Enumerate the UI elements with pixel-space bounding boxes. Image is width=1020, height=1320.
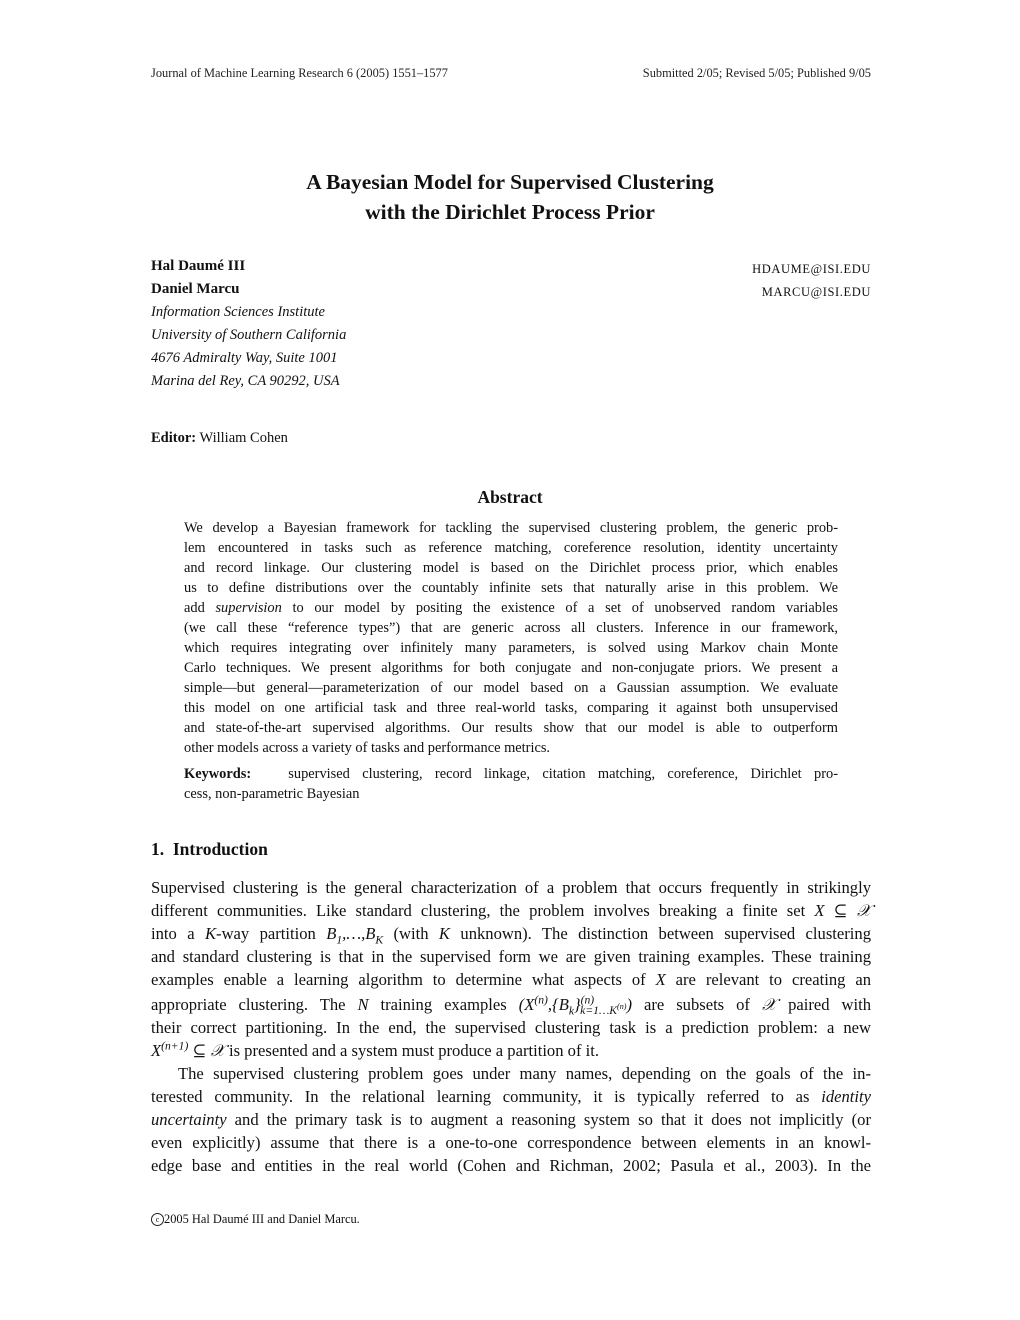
abstract-line: (we call these “reference types”) that are generic across all clusters. Inference in our framework, — [184, 620, 838, 636]
body-line: Supervised clustering is the general characterization of a problem that occurs frequently in strikingly — [151, 878, 871, 897]
abstract-line: other models across a variety of tasks and performance metrics. — [184, 740, 551, 756]
body-text: different communities. Like standard clustering, the problem involves breaking a finite set — [151, 901, 806, 920]
abstract-line: which requires integrating over infinitely many parameters, is solved using Markov chain Monte — [184, 640, 838, 656]
body-text: (with — [393, 924, 429, 943]
author-name-2: Daniel Marcu — [151, 281, 240, 297]
body-line — [151, 970, 871, 990]
editor-name: William Cohen — [199, 430, 288, 446]
math-new-x: $X^{(n+1)}$ ⊆ 𝒳 — [151, 1039, 225, 1060]
affiliation-line: Marina del Rey, CA 90292, USA — [151, 373, 340, 389]
math-partition: $B_1,\dots,B_K$ — [326, 924, 384, 947]
abstract-line — [184, 598, 838, 618]
math-x-subset: X ⊆ 𝒳 — [814, 901, 871, 920]
math-k: K — [204, 924, 217, 943]
copyright-icon: c — [151, 1213, 164, 1226]
copyright-footer — [151, 1212, 360, 1227]
body-line: and standard clustering is that in the supervised form we are given training examples. These training — [151, 947, 871, 966]
math-script-x: 𝒳 — [761, 995, 777, 1014]
paper-title-line-1: A Bayesian Model for Supervised Clustering — [306, 170, 714, 194]
abstract-line: and record linkage. Our clustering model is based on the Dirichlet process prior, which enables — [184, 560, 838, 576]
body-text: are relevant to creating an — [675, 970, 871, 989]
body-line — [151, 993, 871, 1018]
keywords-text: supervised clustering, record linkage, citation matching, coreference, Dirichlet pro- — [288, 766, 838, 782]
affiliation-line: 4676 Admiralty Way, Suite 1001 — [151, 350, 338, 366]
abstract-text: add — [184, 600, 205, 616]
abstract-text: to our model by positing the existence of a set of unobserved random variables — [292, 600, 838, 616]
journal-header: Journal of Machine Learning Research 6 (2005) 1551–1577 — [151, 66, 448, 80]
editor-line — [151, 430, 288, 447]
body-line: edge base and entities in the real world (Cohen and Richman, 2002; Pasula et al., 2003). In the — [151, 1156, 871, 1175]
body-line — [151, 1041, 871, 1061]
abstract-line: us to define distributions over the countably infinite sets that naturally arise in this problem. We — [184, 580, 838, 596]
body-text: are subsets of — [644, 995, 750, 1014]
body-line — [151, 901, 871, 921]
abstract-line: We develop a Bayesian framework for tackling the supervised clustering problem, the generic prob- — [184, 520, 838, 536]
emphasis-uncertainty: uncertainty — [151, 1110, 227, 1129]
section-number: 1. — [151, 839, 165, 859]
keywords-line — [184, 764, 838, 784]
abstract-line: simple—but general—parameterization of our model based on a Gaussian assumption. We evaluate — [184, 680, 838, 696]
body-line: The supervised clustering problem goes under many names, depending on the goals of the in- — [178, 1064, 871, 1083]
math-training-set: $(X^{(n)},\{B_k\}^{(n)}_{k=1\dots K^{(n)}})$ — [518, 993, 633, 1018]
body-text: training examples — [380, 995, 507, 1014]
body-text: unknown). The distinction between supervised clustering — [460, 924, 871, 943]
body-line — [151, 1087, 871, 1107]
section-title: Introduction — [172, 839, 268, 859]
body-text: terested community. In the relational learning community, it is typically referred to as — [151, 1087, 810, 1106]
emphasis-supervision: supervision — [215, 600, 282, 616]
abstract-line: and state-of-the-art supervised algorithms. Our results show that our model is able to outperform — [184, 720, 838, 736]
copyright-text: 2005 Hal Daumé III and Daniel Marcu. — [164, 1212, 360, 1226]
editor-label: Editor: — [151, 430, 197, 446]
abstract-heading: Abstract — [477, 487, 543, 507]
body-line — [151, 924, 871, 947]
abstract-line: lem encountered in tasks such as reference matching, coreference resolution, identity uncertainty — [184, 540, 838, 556]
keywords-line: cess, non-parametric Bayesian — [184, 786, 360, 802]
body-text: into a — [151, 924, 195, 943]
body-text: -way partition — [216, 924, 316, 943]
math-n: N — [357, 995, 369, 1014]
author-name-1: Hal Daumé III — [151, 258, 246, 274]
affiliation-line: Information Sciences Institute — [151, 304, 325, 320]
paper-title-line-2: with the Dirichlet Process Prior — [365, 200, 655, 224]
body-text: appropriate clustering. The — [151, 995, 346, 1014]
body-text: paired with — [788, 995, 871, 1014]
submission-dates: Submitted 2/05; Revised 5/05; Published 9/05 — [642, 66, 871, 80]
abstract-line: this model on one artificial task and three real-world tasks, comparing it against both unsupervised — [184, 700, 838, 716]
author-email-1[interactable]: HDAUME@ISI.EDU — [752, 262, 871, 276]
body-line: their correct partitioning. In the end, the supervised clustering task is a prediction problem: a new — [151, 1018, 871, 1037]
abstract-line: Carlo techniques. We present algorithms for both conjugate and non-conjugate priors. We present a — [184, 660, 838, 676]
body-line: even explicitly) assume that there is a one-to-one correspondence between elements in an knowl- — [151, 1133, 871, 1152]
keywords-label: Keywords: — [184, 766, 252, 782]
math-k: K — [438, 924, 450, 943]
body-line — [151, 1110, 871, 1130]
body-text: and the primary task is to augment a reasoning system so that it does not implicitly (or — [234, 1110, 871, 1129]
math-x: X — [655, 970, 666, 989]
author-email-2[interactable]: MARCU@ISI.EDU — [761, 285, 871, 299]
emphasis-identity: identity — [821, 1087, 871, 1106]
affiliation-line: University of Southern California — [151, 327, 347, 343]
body-text: is presented and a system must produce a partition of it. — [228, 1041, 600, 1060]
section-heading — [151, 839, 268, 860]
body-text: examples enable a learning algorithm to determine what aspects of — [151, 970, 646, 989]
